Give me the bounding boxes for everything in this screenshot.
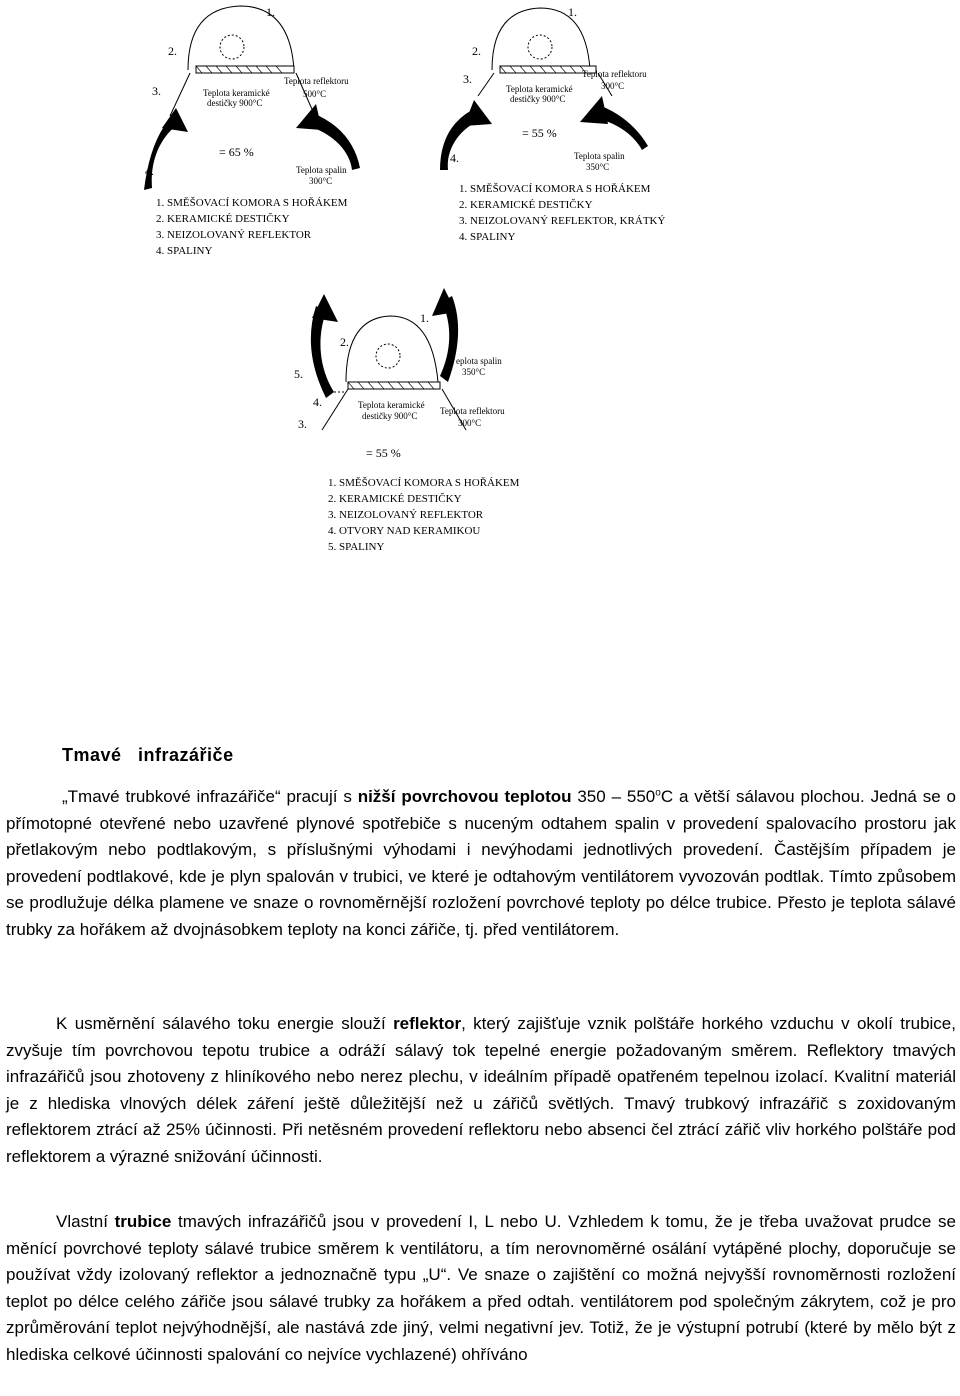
heater-diagrams-figure bbox=[0, 0, 960, 580]
svg-text:Teplota reflektoru: Teplota reflektoru bbox=[284, 76, 349, 86]
label-4: 4. bbox=[313, 395, 322, 409]
reflector-left bbox=[170, 73, 190, 116]
diagram-2 bbox=[440, 5, 666, 243]
efficiency-label: = 55 % bbox=[522, 126, 557, 140]
svg-text:350°C: 350°C bbox=[586, 162, 610, 172]
svg-text:350°C: 350°C bbox=[462, 367, 486, 377]
svg-text:2. KERAMICKÉ DESTIČKY: 2. KERAMICKÉ DESTIČKY bbox=[328, 493, 462, 505]
label-3: 3. bbox=[463, 72, 472, 86]
label-3: 3. bbox=[152, 84, 161, 98]
efficiency-label: = 65 % bbox=[219, 145, 254, 159]
svg-text:eplota spalin: eplota spalin bbox=[456, 356, 502, 366]
svg-text:1. SMĚŠOVACÍ KOMORA S HOŘÁKEM: 1. SMĚŠOVACÍ KOMORA S HOŘÁKEM bbox=[459, 183, 651, 195]
label-2: 2. bbox=[340, 335, 349, 349]
diagram-3 bbox=[294, 288, 520, 553]
svg-text:2. KERAMICKÉ DESTIČKY: 2. KERAMICKÉ DESTIČKY bbox=[459, 199, 593, 211]
reflector-left bbox=[478, 73, 494, 96]
dome-outline bbox=[346, 316, 438, 382]
svg-text:1. SMĚŠOVACÍ KOMORA S HOŘÁKEM: 1. SMĚŠOVACÍ KOMORA S HOŘÁKEM bbox=[156, 197, 348, 209]
burner-circle bbox=[220, 35, 244, 59]
svg-text:2. KERAMICKÉ DESTIČKY: 2. KERAMICKÉ DESTIČKY bbox=[156, 213, 290, 225]
paragraph-1: „Tmavé trubkové infrazářiče“ pracují s nižší povrchovou teplotou 350 – 550$^o$C a větší sálavou plochou. Jedná se o přímotopné otevřené nebo uzavřené plynové spotřebiče s nuceným odtahem spalin v provedení spalovacího prostoru jak přetlakovým nebo podtlakovým, s příslušnými výhodami i nevýhodami jednotlivých provedení. Častějším případem je provedení podtlakové, kde je plyn spalován v trubici, ve které je odtahovým ventilátorem vyvozován podtlak. Tímto způsobem se prodlužuje délka plamene ve snaze o rovnoměrnější rozložení povrchové teploty po délce trubice. Přesto je teplota sálavé trubky za hořákem až dvojnásobkem teploty na konci zářiče, tj. před ventilátorem. bbox=[6, 787, 956, 939]
svg-text:Teplota spalin: Teplota spalin bbox=[574, 151, 625, 161]
svg-text:4. SPALINY: 4. SPALINY bbox=[156, 245, 213, 257]
svg-text:Teplota reflektoru: Teplota reflektoru bbox=[440, 406, 505, 416]
svg-text:300°C: 300°C bbox=[309, 176, 333, 186]
label-1: 1. bbox=[568, 5, 577, 19]
label-4: 4. bbox=[450, 151, 459, 165]
dome-outline bbox=[188, 6, 294, 70]
svg-text:300°C: 300°C bbox=[601, 81, 625, 91]
svg-text:Teplota reflektoru: Teplota reflektoru bbox=[582, 69, 647, 79]
svg-text:Teplota spalin: Teplota spalin bbox=[296, 165, 347, 175]
svg-text:500°C: 500°C bbox=[303, 89, 327, 99]
svg-text:Teplota keramické: Teplota keramické bbox=[358, 400, 425, 410]
svg-text:Teplota keramické: Teplota keramické bbox=[506, 84, 573, 94]
svg-text:4. OTVORY NAD KERAMIKOU: 4. OTVORY NAD KERAMIKOU bbox=[328, 525, 481, 537]
paragraph-3: Vlastní trubice tmavých infrazářičů jsou v provedení I, L nebo U. Vzhledem k tomu, že je třeba uvažovat prudce se měnící povrchové teploty sálavé trubice směrem k ventilátoru, a tím nerovnoměrné osálání vytápěné plochy, doporučuje se používat vždy izolovaný reflektor a jednoznačně typu „U“. Ve snaze o zajištění co možná nejvyšší rovnoměrnosti rozložení teplot po délce celého zářiče jsou sálavé trubky za hořákem a před odtah. ventilátorem pod společným zákrytem, což je pro zprůměrování teplot nejvýhodnější, ale nastává zde jiný, velmi negativní jev. Totiž, že je výstupní potrubí (které by mělo být z hlediska celkové účinnosti spalování co nejvíce vychlazené) ohříváno bbox=[6, 1212, 956, 1364]
section-heading: Tmavé infrazářiče bbox=[62, 745, 234, 765]
label-1: 1. bbox=[420, 311, 429, 325]
svg-text:destičky 900°C: destičky 900°C bbox=[510, 94, 566, 104]
svg-text:destičky 900°C: destičky 900°C bbox=[362, 411, 418, 421]
svg-text:destičky 900°C: destičky 900°C bbox=[207, 98, 263, 108]
label-2: 2. bbox=[472, 44, 481, 58]
label-4: 4. bbox=[145, 164, 154, 178]
diagram-1 bbox=[144, 5, 360, 257]
paragraph-2: K usměrnění sálavého toku energie slouží reflektor, který zajišťuje vznik polštáře horkého vzduchu v okolí trubice, zvyšuje tím povrchovou tepotu trubice a odráží sálavý tok tepelné energie požadovaným směrem. Reflektory tmavých infrazářičů jsou zhotoveny z hliníkového nebo nerez plechu, v ideálním případě opatřeném tepelnou izolací. Kvalitní materiál je z hlediska vlnových délek záření ještě důležitější než u zářičů světlých. Tmavý trubkový infrazářič s zoxidovaným reflektorem ztrácí až 25% účinnosti. Při netěsném provedení reflektoru nebo absenci čel ztrácí zářič vliv horkého polštáře pod reflektorem a výrazné snižování účinnosti. bbox=[6, 1014, 956, 1166]
svg-text:3. NEIZOLOVANÝ REFLEKTOR, KRÁT: 3. NEIZOLOVANÝ REFLEKTOR, KRÁTKÝ bbox=[459, 215, 666, 227]
svg-text:3. NEIZOLOVANÝ REFLEKTOR: 3. NEIZOLOVANÝ REFLEKTOR bbox=[156, 229, 312, 241]
burner-circle bbox=[376, 344, 400, 368]
svg-text:Teplota keramické: Teplota keramické bbox=[203, 88, 270, 98]
svg-text:300°C: 300°C bbox=[458, 418, 482, 428]
label-1: 1. bbox=[266, 5, 275, 19]
label-5: 5. bbox=[294, 367, 303, 381]
svg-text:5. SPALINY: 5. SPALINY bbox=[328, 541, 385, 553]
label-2: 2. bbox=[168, 44, 177, 58]
svg-text:3. NEIZOLOVANÝ REFLEKTOR: 3. NEIZOLOVANÝ REFLEKTOR bbox=[328, 509, 484, 521]
ceramic-plates bbox=[348, 382, 440, 389]
label-3: 3. bbox=[298, 417, 307, 431]
svg-text:4. SPALINY: 4. SPALINY bbox=[459, 231, 516, 243]
efficiency-label: = 55 % bbox=[366, 446, 401, 460]
svg-text:1. SMĚŠOVACÍ KOMORA S HOŘÁKEM: 1. SMĚŠOVACÍ KOMORA S HOŘÁKEM bbox=[328, 477, 520, 489]
burner-circle bbox=[528, 35, 552, 59]
